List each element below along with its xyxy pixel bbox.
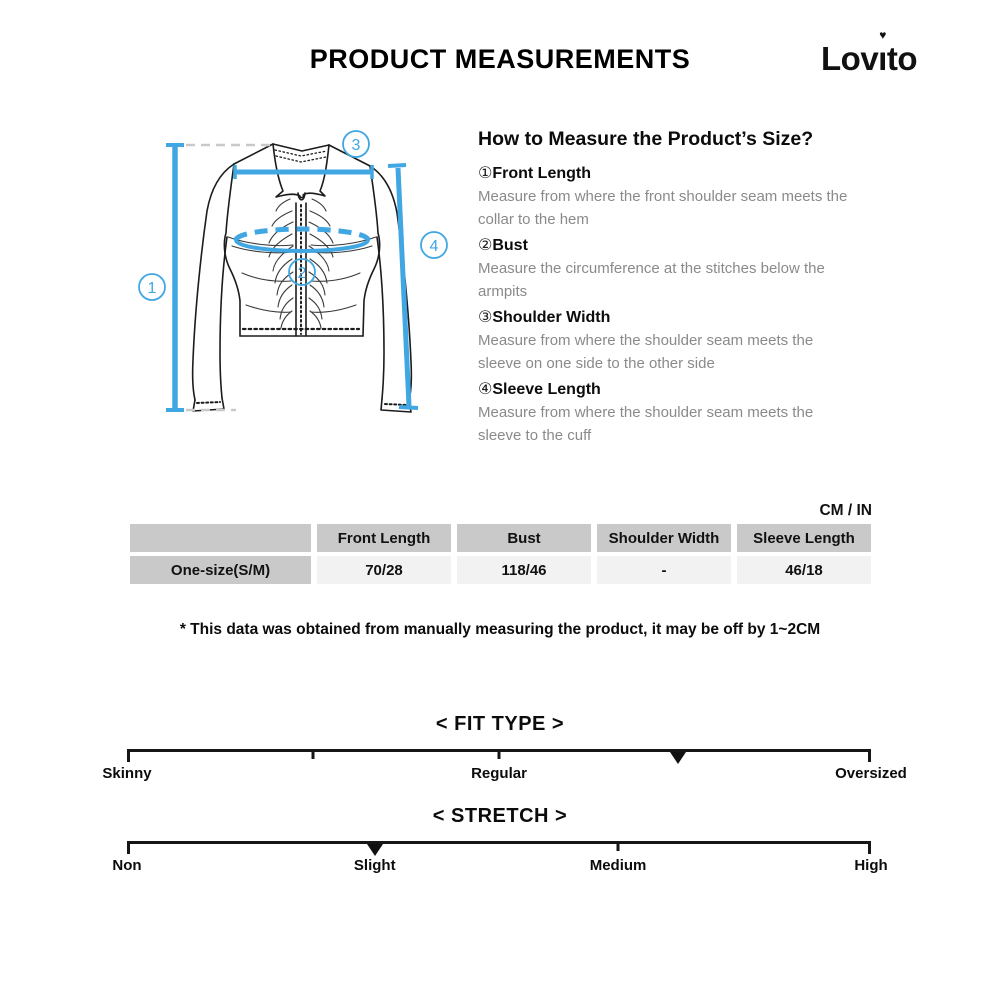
item-3-desc-line-1: Measure from where the shoulder seam meets the xyxy=(478,332,814,349)
stretch-title: < STRETCH > xyxy=(432,805,568,827)
page-title: PRODUCT MEASUREMENTS xyxy=(309,44,691,74)
item-3-number: ③ xyxy=(478,307,493,326)
garment-measurement-diagram xyxy=(130,115,470,445)
table-row-size-label: One-size(S/M) xyxy=(130,556,311,584)
item-2-desc-line-1: Measure the circumference at the stitches below the xyxy=(478,260,825,277)
brand-text-post: to xyxy=(886,40,917,77)
guide-item-sleeve-length xyxy=(478,379,896,447)
stretch-axis-line xyxy=(127,841,871,844)
shoulder-width-line xyxy=(235,165,373,179)
scale-tick xyxy=(498,749,501,759)
table-header-sleeve-length: Sleeve Length xyxy=(737,524,871,552)
scale-label-non: Non xyxy=(112,857,142,874)
table-value-bust: 118/46 xyxy=(457,556,591,584)
item-1-title: Front Length xyxy=(492,165,591,182)
measure-guide xyxy=(478,128,896,447)
scale-label-high: High xyxy=(854,857,888,874)
scale-label-slight: Slight xyxy=(353,857,396,874)
item-1-desc-line-2: collar to the hem xyxy=(478,211,589,228)
guide-item-bust xyxy=(478,235,896,303)
front-length-line xyxy=(166,145,184,410)
item-4-title: Sleeve Length xyxy=(492,381,601,398)
scale-label-regular: Regular xyxy=(471,765,527,782)
brand-logo xyxy=(821,28,917,78)
stretch-scale xyxy=(112,841,888,883)
item-3-desc-line-2: sleeve on one side to the other side xyxy=(478,355,715,372)
item-4-desc-line-2: sleeve to the cuff xyxy=(478,427,592,444)
scale-label-oversized: Oversized xyxy=(835,765,907,782)
scale-label-medium: Medium xyxy=(589,857,647,874)
unit-label: CM / IN xyxy=(819,502,872,519)
item-4-number: ④ xyxy=(478,379,493,398)
disclaimer-note: * This data was obtained from manually measuring the product, it may be off by 1~2CM xyxy=(179,621,821,638)
fit-type-title: < FIT TYPE > xyxy=(435,713,565,735)
item-3-title: Shoulder Width xyxy=(492,309,611,326)
item-2-number: ② xyxy=(478,235,493,254)
brand-letter-i: ı ♥ xyxy=(878,28,887,77)
marker-2-number: 2 xyxy=(297,265,307,282)
item-2-desc-line-2: armpits xyxy=(478,283,528,300)
scale-tick xyxy=(127,749,130,762)
heart-icon: ♥ xyxy=(879,28,886,42)
scale-tick xyxy=(127,841,130,854)
item-2-title: Bust xyxy=(492,237,528,254)
brand-text-pre: Lov xyxy=(821,40,879,77)
guide-item-shoulder-width xyxy=(478,307,896,375)
scale-tick xyxy=(312,749,315,759)
size-table xyxy=(130,524,871,584)
table-value-front-length: 70/28 xyxy=(317,556,451,584)
sleeve-length-line xyxy=(388,165,418,408)
fit-type-scale xyxy=(102,749,907,791)
marker-3-number: 3 xyxy=(351,137,361,154)
item-1-number: ① xyxy=(478,163,493,182)
item-4-desc-line-1: Measure from where the shoulder seam meets the xyxy=(478,404,814,421)
guide-heading: How to Measure the Product’s Size? xyxy=(478,128,814,150)
scale-marker xyxy=(367,844,383,856)
marker-1-number: 1 xyxy=(147,280,157,297)
table-value-shoulder-width: - xyxy=(597,556,731,584)
scale-marker xyxy=(670,752,686,764)
table-header-empty xyxy=(130,524,311,552)
scale-tick xyxy=(617,841,620,851)
table-header-front-length: Front Length xyxy=(317,524,451,552)
scale-label-skinny: Skinny xyxy=(102,765,152,782)
scale-tick xyxy=(868,749,871,762)
item-1-desc-line-1: Measure from where the front shoulder seam meets the xyxy=(478,188,848,205)
shirring-lines xyxy=(228,199,376,328)
scale-tick xyxy=(868,841,871,854)
marker-4-number: 4 xyxy=(429,238,439,255)
table-value-sleeve-length: 46/18 xyxy=(737,556,871,584)
table-header-bust: Bust xyxy=(457,524,591,552)
table-header-shoulder-width: Shoulder Width xyxy=(597,524,731,552)
guide-item-front-length xyxy=(478,163,896,231)
